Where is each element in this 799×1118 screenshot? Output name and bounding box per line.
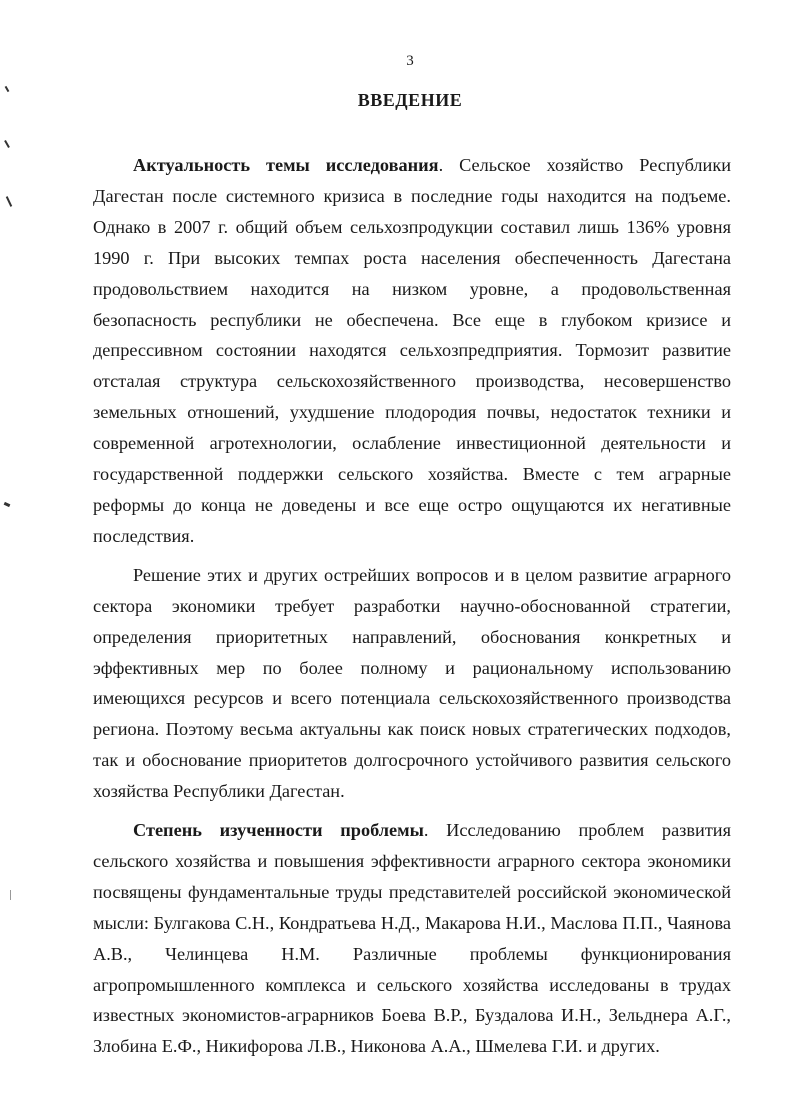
scan-artifact-mark	[4, 502, 11, 507]
page-number: 3	[406, 53, 414, 69]
paragraph-solution	[93, 560, 731, 807]
paragraph-text: . Сельское хозяйство Республики Дагестан после системного кризиса в последние годы находится на подъеме. Однако в 2007 г. общий объем сельхозпродукции составил лишь 136% уровня 1990 г. При высоких темпах роста населения обеспеченность Дагестана продовольствием находится на низком уровне, а продовольственная безопасность республики не обеспечена. Все еще в глубоком кризисе и депрессивном состоянии находятся сельхозпредприятия. Тормозит развитие отсталая структура сельскохозяйственного производства, несовершенство земельных отношений, ухудшение плодородия почвы, недостаток техники и современной агротехнологии, ослабление инвестиционной деятельности и государственной поддержки сельского хозяйства. Вместе с тем аграрные реформы до конца не доведены и все еще остро ощущаются их негативные последствия.	[93, 155, 731, 546]
paragraph-lead: Актуальность темы исследования	[133, 155, 439, 175]
scan-artifact-mark	[4, 140, 10, 148]
paragraph-text: . Исследованию проблем развития сельского хозяйства и повышения эффективности аграрного сектора экономики посвящены фундаментальные труды представителей российской экономической мысли: Булгакова С.Н., Кондратьева Н.Д., Макарова Н.И., Маслова П.П., Чаянова А.В., Челинцева Н.М. Различные проблемы функционирования агропромышленного комплекса и сельского хозяйства исследованы в трудах известных экономистов-аграрников Боева В.Р., Буздалова И.Н., Зельднера А.Г., Злобина Е.Ф., Никифорова Л.В., Никонова А.А., Шмелева Г.И. и других.	[93, 820, 732, 1057]
paragraph-text: Решение этих и других острейших вопросов и в целом развитие аграрного сектора экономики требует разработки научно-обоснованной стратегии, определения приоритетных направлений, обоснования конкретных и эффективных мер по более полному и рациональному использованию имеющихся ресурсов и всего потенциала сельскохозяйственного производства региона. Поэтому весьма актуальны как поиск новых стратегических подходов, так и обоснование приоритетов долгосрочного устойчивого развития сельского хозяйства Республики Дагестан.	[93, 564, 731, 802]
body-text	[93, 150, 731, 1062]
paragraph-study-degree	[93, 815, 731, 1062]
scan-artifact-mark	[10, 890, 11, 900]
page-title: ВВЕДЕНИЕ	[357, 90, 463, 110]
paragraph-relevance	[93, 150, 731, 552]
paragraph-lead: Степень изученности проблемы	[133, 820, 424, 841]
scan-artifact-mark	[6, 196, 12, 207]
